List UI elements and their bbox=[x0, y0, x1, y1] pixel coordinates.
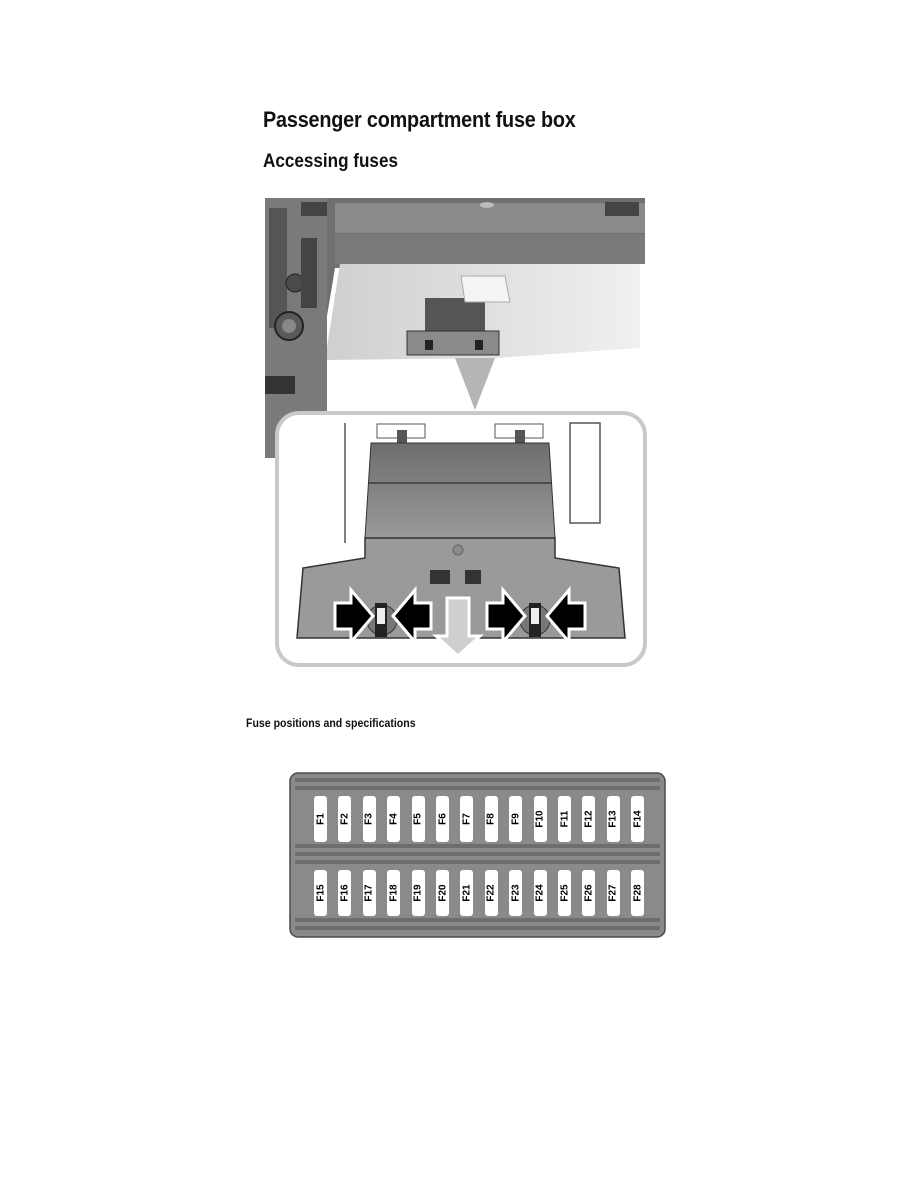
fuse-label: F16 bbox=[339, 884, 351, 902]
fuse-f19 bbox=[412, 870, 425, 916]
fuse-label: F8 bbox=[485, 813, 497, 825]
fuse-label: F17 bbox=[363, 884, 375, 902]
fuse-label: F19 bbox=[412, 884, 424, 902]
fuse-f20 bbox=[436, 870, 449, 916]
fuse-label: F21 bbox=[461, 884, 473, 902]
fuse-f26 bbox=[582, 870, 595, 916]
fuse-f12 bbox=[582, 796, 595, 842]
fuse-label: F26 bbox=[583, 884, 595, 902]
page-title: Passenger compartment fuse box bbox=[263, 107, 576, 132]
fuse-f22 bbox=[485, 870, 498, 916]
fuse-f8 bbox=[485, 796, 498, 842]
fuse-label: F6 bbox=[437, 813, 448, 825]
fuse-label: F10 bbox=[534, 810, 546, 828]
fuse-f23 bbox=[509, 870, 522, 916]
fuse-icon bbox=[465, 570, 481, 584]
fuse-f15 bbox=[314, 870, 327, 916]
fuse-label: F27 bbox=[607, 884, 619, 902]
fuse-f25 bbox=[558, 870, 571, 916]
fuse-label: F15 bbox=[315, 884, 326, 902]
fuse-layout-diagram bbox=[289, 772, 666, 938]
fuse-label: F18 bbox=[388, 884, 400, 902]
fuse-f16 bbox=[338, 870, 351, 916]
fuse-label: F7 bbox=[461, 813, 473, 825]
fuse-f24 bbox=[534, 870, 547, 916]
fuse-f28 bbox=[631, 870, 644, 916]
fuse-f13 bbox=[607, 796, 620, 842]
fuse-f3 bbox=[363, 796, 376, 842]
fuse-f27 bbox=[607, 870, 620, 916]
fuse-label: F13 bbox=[607, 810, 619, 828]
fuse-f17 bbox=[363, 870, 376, 916]
fuse-label: F4 bbox=[388, 813, 400, 825]
fuse-label: F14 bbox=[632, 810, 644, 828]
fuse-f6 bbox=[436, 796, 449, 842]
fuse-label: F23 bbox=[510, 884, 522, 902]
fuse-label: F25 bbox=[559, 884, 570, 902]
fuse-label: F1 bbox=[315, 813, 326, 825]
fuse-label: F11 bbox=[559, 810, 570, 828]
fuse-f18 bbox=[387, 870, 400, 916]
fuse-label: F2 bbox=[339, 813, 351, 825]
fuse-label: F12 bbox=[583, 810, 595, 828]
fuse-f14 bbox=[631, 796, 644, 842]
fuse-f5 bbox=[412, 796, 425, 842]
diagram-caption: Fuse positions and specifications bbox=[246, 716, 416, 730]
fuse-label: F24 bbox=[534, 884, 546, 902]
fuse-f4 bbox=[387, 796, 400, 842]
fuse-f10 bbox=[534, 796, 547, 842]
fuse-label: F5 bbox=[412, 813, 424, 825]
fuse-label: F20 bbox=[437, 884, 448, 902]
magnified-view bbox=[277, 413, 645, 665]
fuse-label: F3 bbox=[363, 813, 375, 825]
fuse-label: F28 bbox=[632, 884, 644, 902]
fuse-f11 bbox=[558, 796, 571, 842]
fuse-f9 bbox=[509, 796, 522, 842]
fuse-f7 bbox=[460, 796, 473, 842]
fuse-f1 bbox=[314, 796, 327, 842]
owner-handbook-icon bbox=[430, 570, 450, 584]
fuse-label: F9 bbox=[510, 813, 522, 825]
fuse-box-access-illustration bbox=[265, 198, 647, 668]
fuse-f2 bbox=[338, 796, 351, 842]
fuse-label: F22 bbox=[485, 884, 497, 902]
fuse-f21 bbox=[460, 870, 473, 916]
section-heading: Accessing fuses bbox=[263, 151, 398, 172]
